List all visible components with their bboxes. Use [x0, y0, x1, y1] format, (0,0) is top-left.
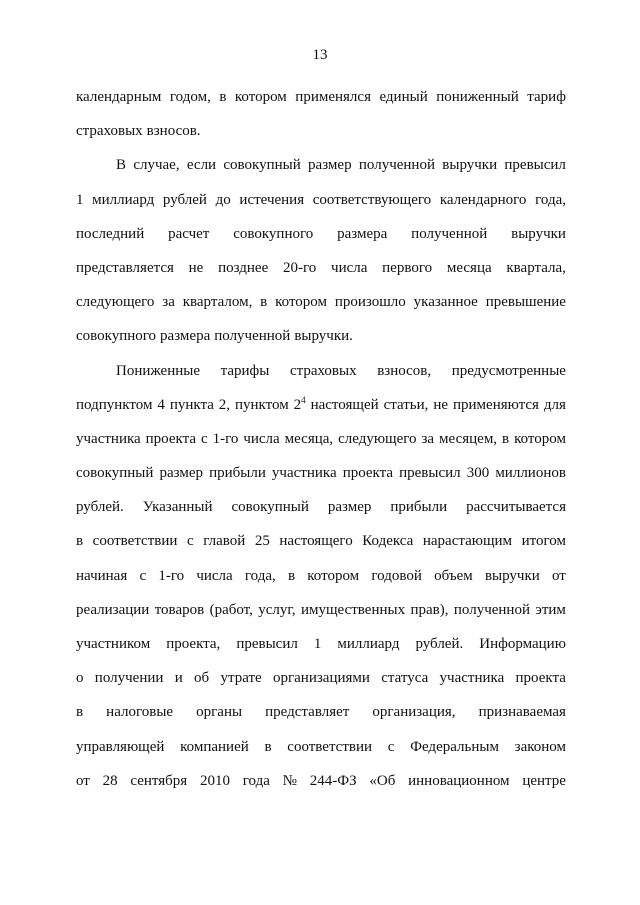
page-number: 13	[312, 47, 328, 63]
word: взносов,	[377, 362, 432, 379]
word: превысил	[504, 157, 566, 174]
word: страховых	[76, 123, 143, 140]
word: прибыли	[390, 499, 448, 516]
word: участника	[76, 430, 141, 447]
word: совокупного	[76, 328, 157, 345]
word: месяцем,	[439, 430, 498, 447]
word: 244-ФЗ	[309, 772, 357, 789]
word: квартала,	[506, 259, 566, 276]
word: 25	[254, 533, 270, 550]
word: в	[287, 567, 296, 584]
word: в	[264, 738, 272, 755]
word: этим	[535, 601, 566, 618]
word: предусмотренные	[451, 362, 566, 379]
word: применяются	[452, 396, 539, 413]
word: рублей.	[415, 636, 464, 652]
word: с	[200, 430, 208, 447]
word: соответствующего	[312, 191, 432, 208]
text-line	[76, 764, 566, 798]
word: с	[139, 567, 147, 584]
word: 1-го	[158, 567, 185, 584]
text-line	[76, 661, 566, 695]
word: Пониженные	[116, 362, 201, 379]
word: котором	[307, 567, 360, 584]
word: до	[215, 191, 231, 208]
word: 2,	[218, 396, 231, 413]
word: размера	[337, 225, 388, 242]
text-line	[76, 251, 566, 285]
text-line	[76, 593, 566, 627]
word: получении	[94, 670, 164, 687]
word: последний	[76, 225, 145, 242]
word: №	[282, 772, 297, 789]
word: о	[76, 670, 84, 687]
word: пунктом	[234, 396, 289, 413]
word: 1	[313, 636, 322, 652]
text-line	[76, 319, 566, 353]
word: начиная	[76, 567, 128, 584]
word: года,	[244, 567, 276, 584]
word: статьи,	[383, 396, 429, 413]
word: превышение	[485, 294, 566, 311]
word: инновационном	[408, 772, 510, 789]
word: совокупный	[231, 499, 309, 516]
word: рублей	[162, 191, 207, 208]
word: за	[421, 430, 435, 447]
word: за	[162, 294, 175, 311]
word: полученной	[358, 157, 435, 174]
word: $2^4$	[293, 394, 306, 413]
word: календарным	[76, 89, 162, 105]
word: прав),	[410, 601, 449, 618]
word: выручки.	[294, 328, 353, 345]
word: истечения	[239, 191, 305, 208]
word: подпунктом	[76, 396, 153, 413]
word: услуг,	[258, 601, 296, 618]
word: месяца,	[284, 430, 334, 447]
word: числа	[196, 567, 233, 584]
word: от	[552, 567, 566, 584]
word: произошло	[334, 294, 406, 311]
word: полученной	[411, 225, 488, 242]
word: если	[186, 157, 217, 174]
word: с	[186, 533, 194, 550]
word: числа	[331, 259, 368, 276]
word: участником	[76, 636, 151, 652]
word: пункта	[169, 396, 214, 413]
text-line	[76, 422, 566, 456]
word: страховых	[289, 362, 357, 379]
word: 1	[76, 191, 84, 208]
text-line	[76, 524, 566, 558]
text-line	[76, 695, 566, 729]
word: проекта	[342, 465, 394, 482]
word: признаваемая	[478, 704, 566, 721]
word: законом	[514, 738, 566, 755]
word: утрате	[220, 670, 262, 687]
text-line	[76, 80, 566, 114]
word: настоящей	[310, 396, 379, 413]
word: первого	[382, 259, 433, 276]
word: 1-го	[212, 430, 239, 447]
word: котором	[275, 294, 328, 311]
word: Информацию	[479, 636, 566, 652]
word: в	[76, 704, 84, 721]
word: миллиард	[92, 191, 155, 208]
word: следующего	[76, 294, 155, 311]
word: статуса	[381, 670, 429, 687]
word: 2010	[199, 772, 230, 789]
word: расчет	[168, 225, 210, 242]
word: размер	[159, 465, 203, 482]
word: прибыли	[209, 465, 266, 482]
word: рублей.	[76, 499, 124, 516]
word: 28	[102, 772, 118, 789]
word: итогом	[521, 533, 566, 550]
body-text	[76, 80, 566, 798]
text-line	[76, 490, 566, 524]
word: об	[194, 670, 210, 687]
word: проекта,	[166, 636, 221, 652]
word: тарифы	[220, 362, 270, 379]
word: сентября	[130, 772, 188, 789]
word: указанное	[413, 294, 478, 311]
word: объем	[434, 567, 473, 584]
word: миллиард	[337, 636, 400, 652]
word: товаров	[154, 601, 205, 618]
word: тариф	[527, 89, 566, 105]
word: в	[260, 294, 268, 311]
word: организация,	[372, 704, 456, 721]
text-line	[76, 148, 566, 182]
word: соответствии	[287, 738, 373, 755]
word: проекта	[515, 670, 566, 687]
word: главой	[203, 533, 246, 550]
word: совокупного	[233, 225, 314, 242]
word: представляет	[265, 704, 350, 721]
word: совокупный	[223, 157, 301, 174]
word: котором	[234, 89, 287, 105]
word: 300	[466, 465, 490, 482]
word: котором	[514, 430, 566, 447]
text-line	[76, 456, 566, 490]
word: размер	[308, 157, 352, 174]
word: рассчитывается	[466, 499, 566, 516]
word: нарастающим	[422, 533, 513, 550]
word: года	[242, 772, 270, 789]
word: соответствии	[92, 533, 178, 550]
text-line	[76, 627, 566, 661]
word: взносов.	[146, 123, 201, 140]
word: пониженный	[436, 89, 519, 105]
text-line	[76, 559, 566, 593]
word: совокупный	[76, 465, 154, 482]
word: не	[433, 396, 449, 413]
word: выручки	[511, 225, 566, 242]
word: для	[543, 396, 566, 413]
word: полученной	[214, 328, 291, 345]
word: размер	[327, 499, 372, 516]
word: проекта	[145, 430, 196, 447]
text-line	[76, 354, 566, 388]
word: не	[188, 259, 204, 276]
word: имущественных	[300, 601, 406, 618]
word: от	[76, 772, 90, 789]
word: «Об	[369, 772, 396, 789]
word: года,	[535, 191, 566, 208]
word: в	[502, 430, 510, 447]
word: числа	[243, 430, 280, 447]
word: организациями	[273, 670, 370, 687]
text-line	[76, 114, 566, 148]
word: миллионов	[495, 465, 566, 482]
word: месяца	[446, 259, 492, 276]
word: участника	[271, 465, 337, 482]
word: Федеральным	[410, 738, 499, 755]
text-line	[76, 217, 566, 251]
word: Указанный	[142, 499, 213, 516]
word: позднее	[218, 259, 269, 276]
word: в	[76, 533, 84, 550]
word: годом,	[169, 89, 211, 105]
word: следующего	[338, 430, 417, 447]
superscript: 4	[301, 394, 306, 405]
word: в	[219, 89, 227, 105]
word: календарного	[439, 191, 527, 208]
word: единый	[379, 89, 428, 105]
word: органы	[196, 704, 243, 721]
word: превысил	[236, 636, 298, 652]
word: реализации	[76, 601, 150, 618]
word: и	[174, 670, 183, 687]
word: выручки	[442, 157, 498, 174]
text-line	[76, 388, 566, 422]
word: применялся	[295, 89, 371, 105]
word: настоящего	[279, 533, 353, 550]
word: Кодекса	[362, 533, 414, 550]
word: В	[116, 157, 127, 174]
word: кварталом,	[182, 294, 253, 311]
text-line	[76, 183, 566, 217]
word: компанией	[180, 738, 249, 755]
word: представляется	[76, 259, 174, 276]
text-line	[76, 730, 566, 764]
word: полученной	[453, 601, 530, 618]
word: с	[387, 738, 395, 755]
word: превысил	[399, 465, 461, 482]
word: случае,	[133, 157, 180, 174]
word: центре	[522, 772, 566, 789]
word: 20-го	[283, 259, 317, 276]
word: 4	[157, 396, 165, 413]
word: выручки	[484, 567, 540, 584]
word: управляющей	[76, 738, 165, 755]
word: (работ,	[209, 601, 253, 618]
word: участника	[439, 670, 505, 687]
word: годовой	[371, 567, 422, 584]
word: размера	[160, 328, 211, 345]
word: налоговые	[106, 704, 174, 721]
text-line	[76, 285, 566, 319]
